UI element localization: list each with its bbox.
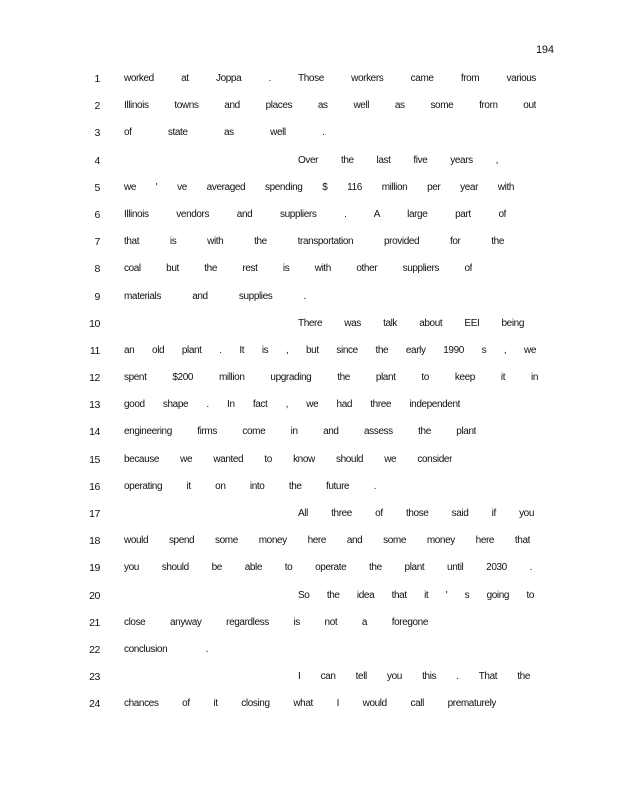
line-number: 11	[89, 344, 100, 357]
transcript-line	[0, 425, 618, 452]
transcript-body	[0, 72, 618, 725]
line-number: 16	[89, 480, 100, 493]
line-number: 24	[89, 698, 100, 711]
line-text: So the idea that it ' s going to	[298, 589, 534, 601]
line-text: materials and supplies .	[124, 290, 306, 302]
line-number: 23	[89, 671, 100, 684]
line-number: 22	[89, 643, 100, 656]
transcript-line	[0, 507, 618, 534]
line-text: conclusion .	[124, 643, 208, 655]
line-number: 15	[89, 453, 100, 466]
line-text: we ' ve averaged spending $ 116 million per year with	[124, 181, 514, 193]
transcript-line	[0, 181, 618, 208]
line-number: 8	[94, 263, 100, 276]
line-text: you should be able to operate the plant until 2030 .	[124, 562, 532, 574]
transcript-line	[0, 208, 618, 235]
line-text: Illinois towns and places as well as some from out	[124, 100, 536, 112]
transcript-line	[0, 99, 618, 126]
transcript-line	[0, 589, 618, 616]
transcript-line	[0, 290, 618, 317]
line-text: good shape . In fact , we had three independent	[124, 399, 460, 411]
line-text: worked at Joppa . Those workers came from various	[124, 73, 536, 84]
line-number: 21	[89, 616, 100, 629]
line-text: that is with the transportation provided for the	[124, 236, 504, 248]
line-text: spent $200 million upgrading the plant to keep it in	[124, 372, 538, 384]
line-number: 5	[94, 181, 100, 194]
transcript-line	[0, 344, 618, 371]
line-number: 2	[94, 100, 100, 113]
line-number: 14	[89, 426, 100, 439]
line-text: chances of it closing what I would call prematurely	[124, 698, 496, 710]
line-number: 18	[89, 535, 100, 548]
line-number: 7	[94, 236, 100, 249]
transcript-line	[0, 643, 618, 670]
line-number: 20	[89, 589, 100, 602]
transcript-line	[0, 126, 618, 153]
transcript-line	[0, 154, 618, 181]
transcript-line	[0, 398, 618, 425]
line-text: of state as well .	[124, 127, 325, 139]
line-number: 17	[89, 508, 100, 520]
transcript-line	[0, 235, 618, 262]
line-text: an old plant . It is , but since the early 1990 s , we	[124, 344, 536, 356]
transcript-line	[0, 262, 618, 289]
line-text: Illinois vendors and suppliers . A large part of	[124, 208, 506, 220]
line-text: Over the last five years ,	[298, 154, 498, 166]
transcript-line	[0, 371, 618, 398]
transcript-line	[0, 453, 618, 480]
line-text: engineering firms come in and assess the plant	[124, 426, 476, 438]
transcript-line	[0, 534, 618, 561]
transcript-line	[0, 616, 618, 643]
line-number: 13	[89, 399, 100, 412]
line-number: 4	[94, 154, 100, 167]
line-text: operating it on into the future .	[124, 480, 376, 492]
transcript-line	[0, 670, 618, 697]
line-text: because we wanted to know should we consider	[124, 453, 452, 465]
transcript-line	[0, 561, 618, 588]
transcript-line	[0, 480, 618, 507]
line-text: coal but the rest is with other suppliers of	[124, 263, 472, 275]
line-text: I can tell you this . That the	[298, 671, 530, 683]
transcript-line	[0, 72, 618, 99]
line-number: 9	[94, 290, 100, 303]
line-number: 10	[89, 317, 100, 330]
line-text: close anyway regardless is not a foregone	[124, 616, 428, 628]
line-number: 12	[89, 372, 100, 385]
transcript-line	[0, 697, 618, 724]
line-number: 1	[94, 73, 100, 85]
line-number: 19	[89, 562, 100, 575]
line-number: 3	[94, 127, 100, 140]
page-number: 194	[536, 44, 554, 56]
transcript-line	[0, 317, 618, 344]
line-text: There was talk about EEI being	[298, 317, 524, 329]
line-text: would spend some money here and some money here that	[124, 535, 530, 547]
line-number: 6	[94, 208, 100, 221]
line-text: All three of those said if you	[298, 508, 534, 519]
